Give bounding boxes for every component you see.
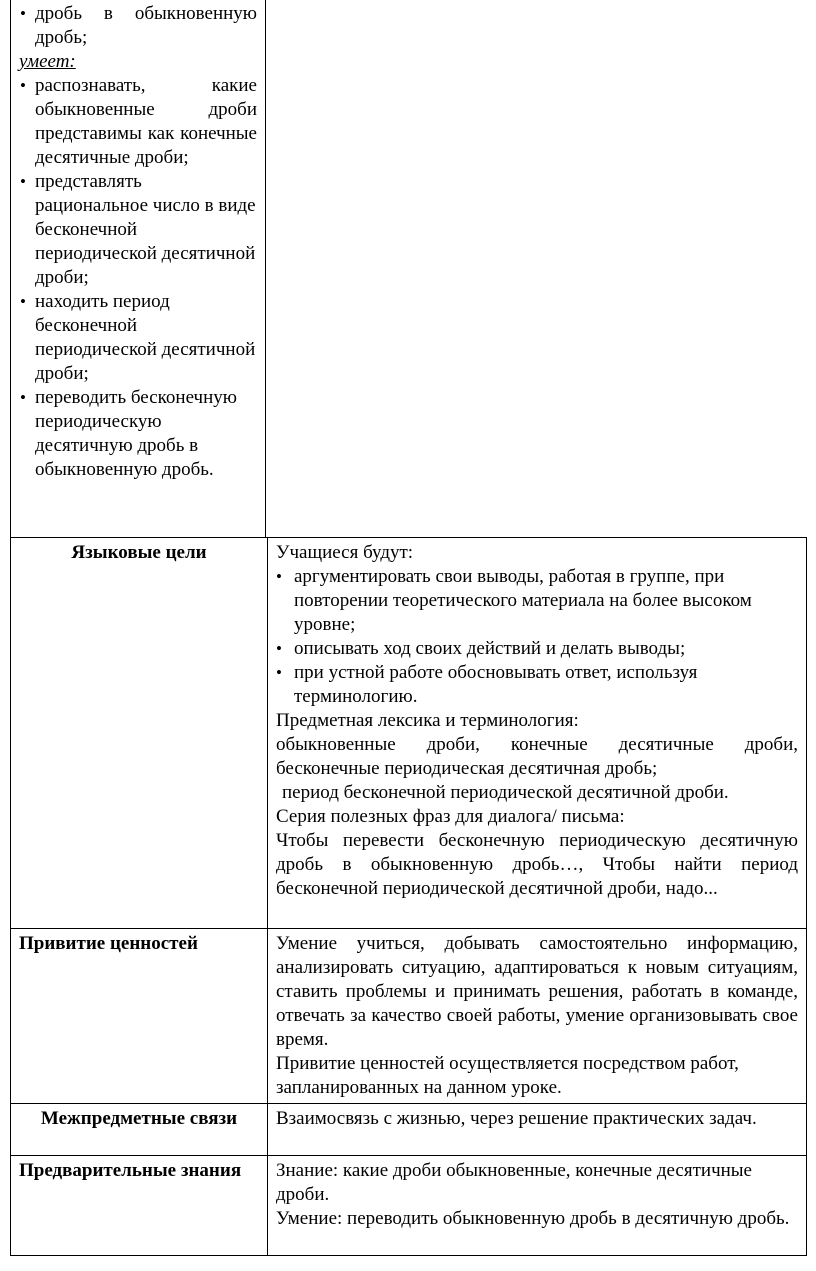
lesson-plan-table: [10, 537, 807, 1256]
vocab-text-2: период бесконечной периодической десятичной дроби.: [282, 782, 729, 803]
language-bullets: [276, 565, 798, 709]
list-item: • аргументировать свои выводы, работая в группе, при повторении теоретического материала на более высоком уровне;: [276, 565, 798, 637]
skills-fragment-cell: [10, 0, 266, 537]
list-item: • находить период бесконечной периодической десятичной дроби;: [19, 290, 257, 386]
skills-list: [19, 74, 257, 482]
vocab-title: Предметная лексика и терминология:: [276, 710, 579, 731]
phrases-title: Серия полезных фраз для диалога/ письма:: [276, 806, 625, 827]
values-text: Умение учиться, добывать самостоятельно информацию, анализировать ситуацию, адаптироваться к новым ситуациям, ставить проблемы и принимать решения, работать в команде, отвечать за качество своей работы, умение организовывать свое время.: [276, 933, 798, 1050]
vocab-text: обыкновенные дроби, конечные десятичные дроби, бесконечные периодическая десятичная дробь;: [276, 734, 798, 779]
row-label-interdisciplinary: Межпредметные связи: [11, 1104, 268, 1156]
list-item: • при устной работе обосновывать ответ, используя терминологию.: [276, 661, 798, 709]
table-row: [11, 1104, 807, 1156]
list-item: • распознавать, какие обыкновенные дроби представимы как конечные десятичные дроби;: [19, 74, 257, 170]
row-label-language-goals: Языковые цели: [11, 538, 268, 929]
interdisciplinary-cell: Взаимосвязь с жизнью, через решение практических задач.: [268, 1104, 807, 1156]
row-label-values: Привитие ценностей: [11, 929, 268, 1104]
list-item: • представлять рациональное число в виде бесконечной периодической десятичной дроби;: [19, 170, 257, 290]
table-row: [11, 929, 807, 1104]
can-heading: умеет:: [19, 51, 76, 72]
values-cell: [268, 929, 807, 1104]
table-row: [11, 1156, 807, 1256]
list-item: • переводить бесконечную периодическую десятичную дробь в обыкновенную дробь.: [19, 386, 257, 482]
prior-knowledge-text: Знание: какие дроби обыкновенные, конечные десятичные дроби.: [276, 1160, 752, 1205]
table-row: [11, 538, 807, 929]
row-label-prior-knowledge: Предварительные знания: [11, 1156, 268, 1256]
prior-knowledge-cell: [268, 1156, 807, 1256]
prior-skills-text: Умение: переводить обыкновенную дробь в десятичную дробь.: [276, 1208, 790, 1229]
values-text-2: Привитие ценностей осуществляется посредством работ, запланированных на данном уроке.: [276, 1053, 739, 1098]
list-item: • дробь в обыкновенную дробь;: [19, 2, 257, 50]
language-goals-cell: [268, 538, 807, 929]
language-intro: Учащиеся будут:: [276, 542, 414, 563]
phrases-text: Чтобы перевести бесконечную периодическую десятичную дробь в обыкновенную дробь…, Чтобы найти период бесконечной периодической десятичной дроби, надо...: [276, 830, 798, 899]
list-item: • описывать ход своих действий и делать выводы;: [276, 637, 798, 661]
skills-list-top: [19, 2, 257, 50]
